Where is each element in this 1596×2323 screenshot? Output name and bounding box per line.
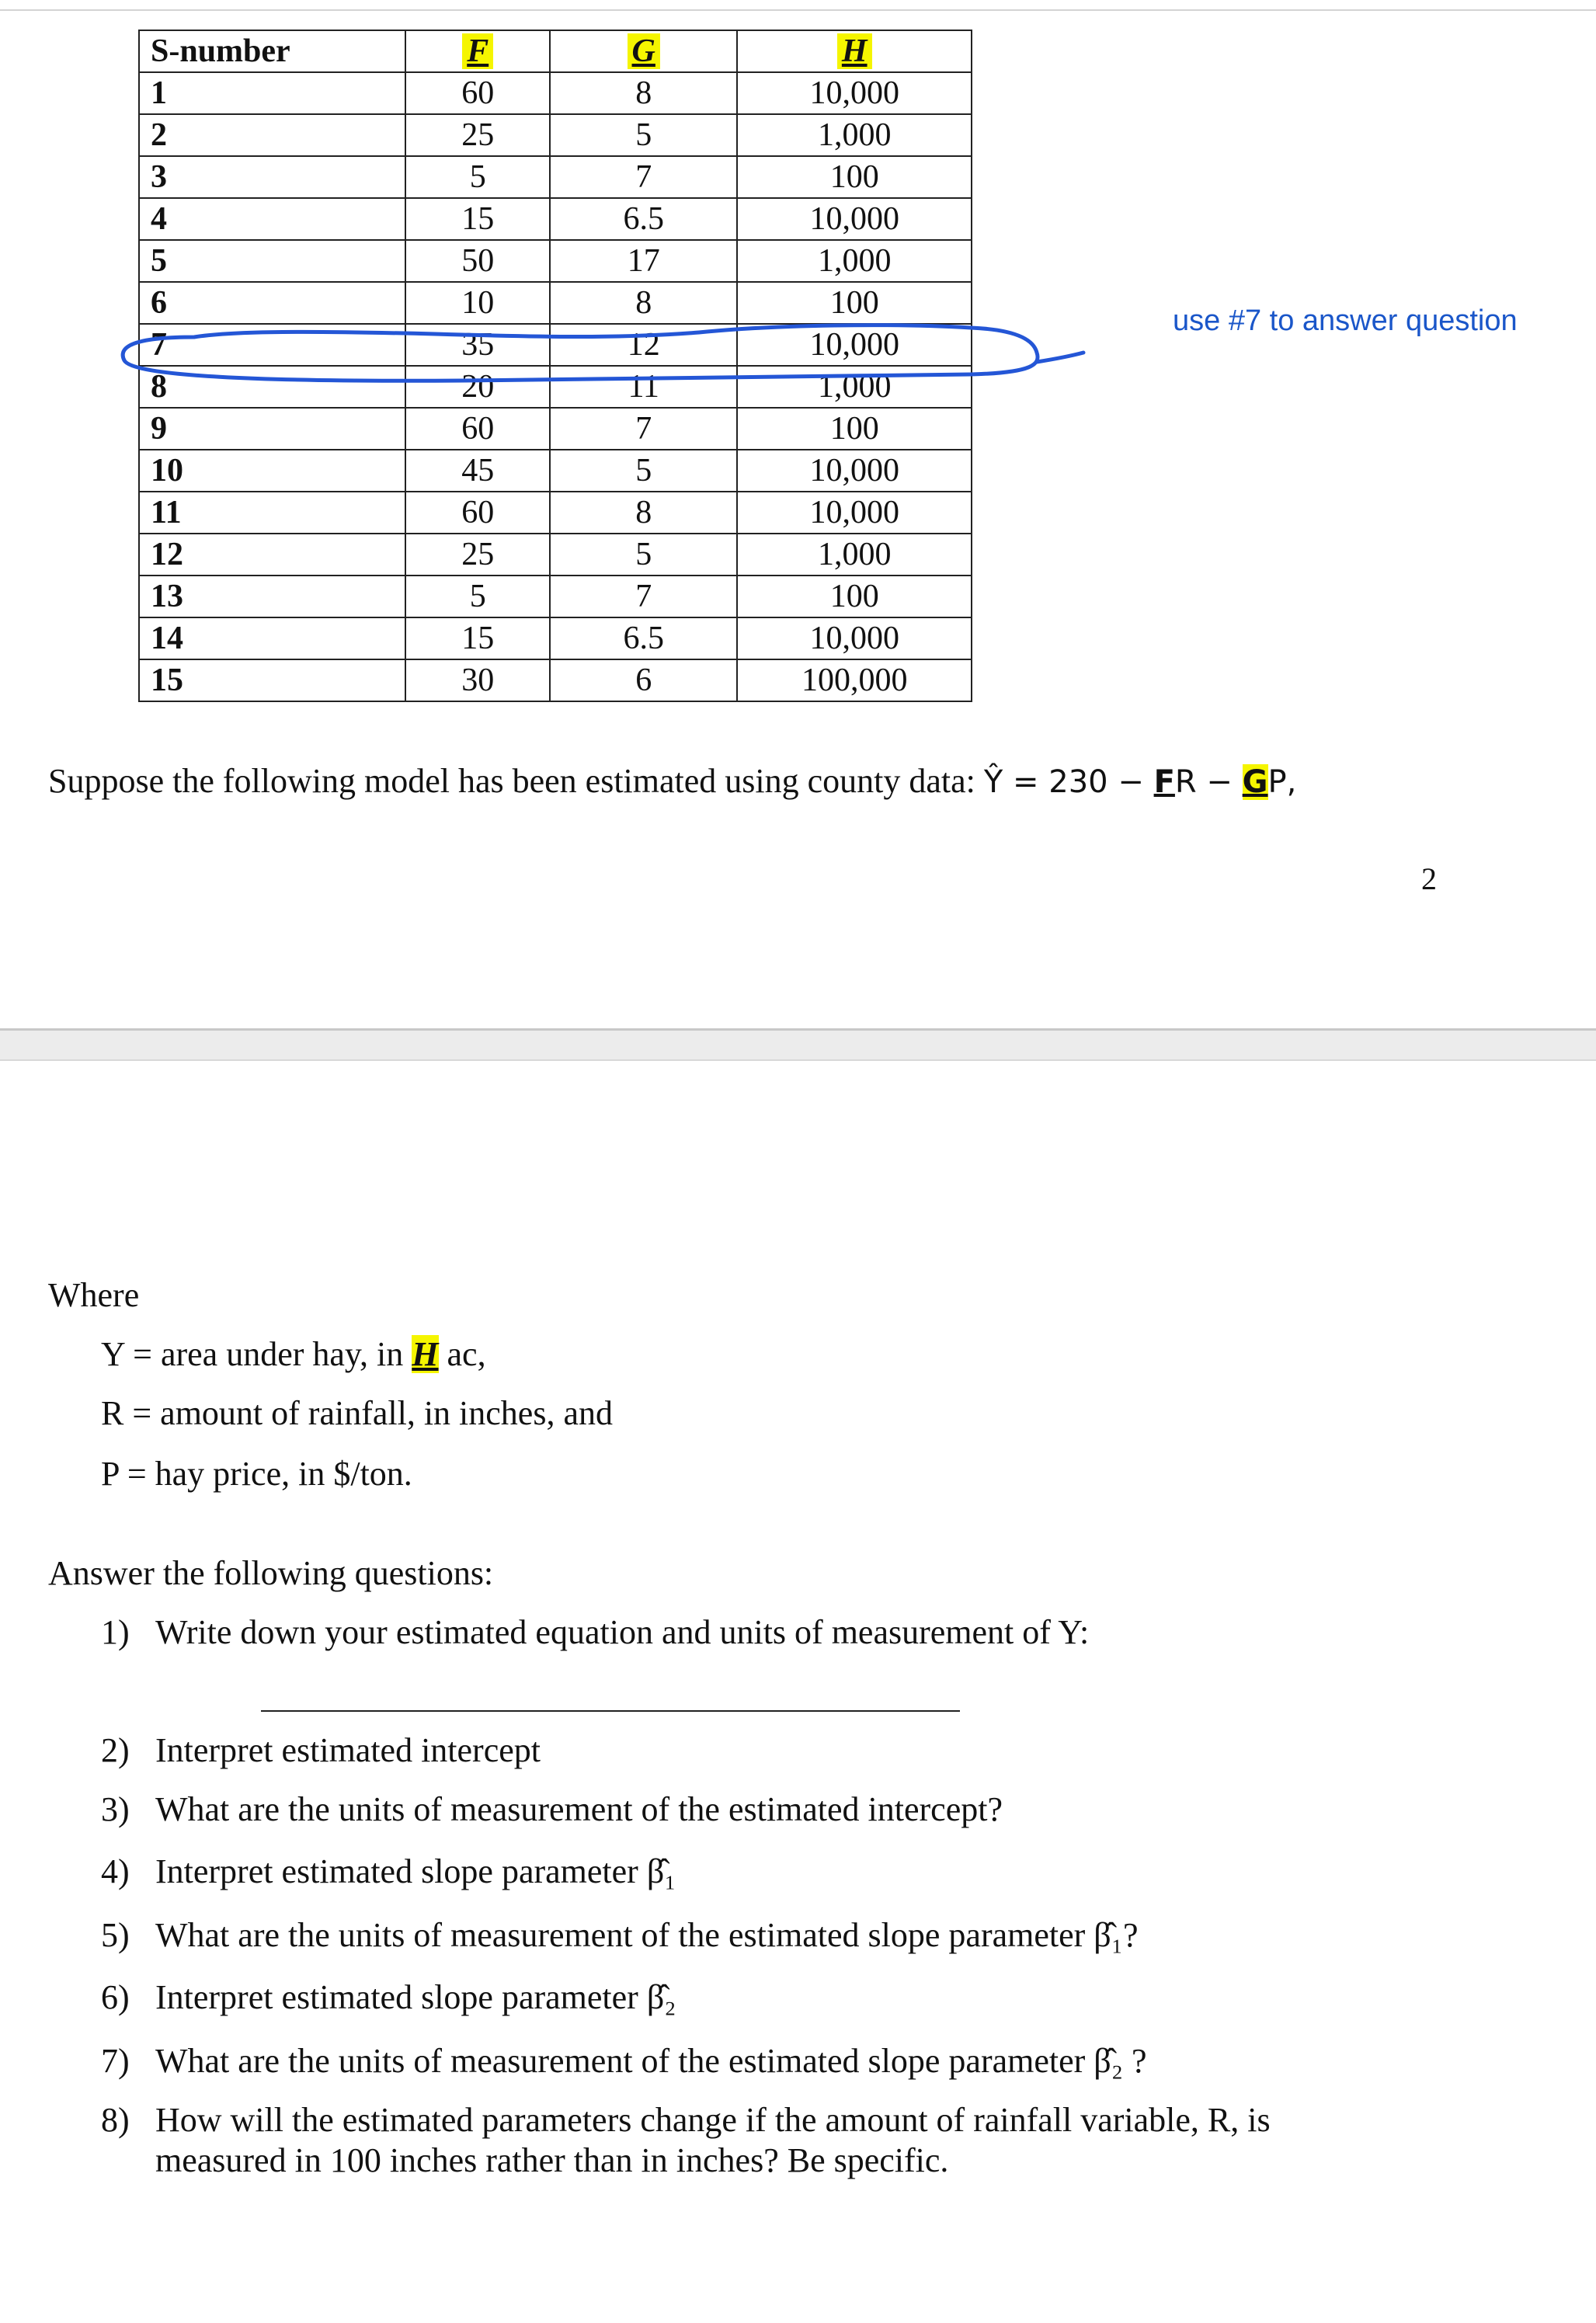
table-cell: 5 bbox=[550, 534, 737, 576]
model-statement bbox=[48, 761, 1296, 801]
header-f: F bbox=[405, 30, 550, 72]
table-cell: 6 bbox=[139, 282, 405, 324]
table-cell: 6 bbox=[550, 659, 737, 701]
table-cell: 7 bbox=[550, 156, 737, 198]
table-cell: 60 bbox=[405, 408, 550, 450]
table-cell: 12 bbox=[550, 324, 737, 366]
table-cell: 10,000 bbox=[737, 324, 972, 366]
table-cell: 17 bbox=[550, 240, 737, 282]
answer-heading: Answer the following questions: bbox=[48, 1554, 494, 1592]
table-cell: 11 bbox=[550, 366, 737, 408]
pen-annotation-circle bbox=[0, 11, 1596, 1028]
question-4: 4) Interpret estimated slope parameter β̂₁ bbox=[101, 1852, 676, 1890]
page-separator bbox=[0, 1028, 1596, 1061]
table-cell: 35 bbox=[405, 324, 550, 366]
question-2: 2) Interpret estimated intercept bbox=[101, 1731, 541, 1769]
question-6: 6) Interpret estimated slope parameter β̂₂ bbox=[101, 1978, 676, 2016]
question-1: 1) Write down your estimated equation and units of measurement of Y: bbox=[101, 1613, 1090, 1651]
page-1 bbox=[0, 11, 1596, 1028]
y-unit-highlight: H bbox=[412, 1335, 439, 1373]
table-cell: 10 bbox=[139, 450, 405, 492]
table-cell: 3 bbox=[139, 156, 405, 198]
question-7: 7) What are the units of measurement of the estimated slope parameter β̂₂ ? bbox=[101, 2042, 1147, 2080]
table-cell: 13 bbox=[139, 576, 405, 617]
table-cell: 15 bbox=[139, 659, 405, 701]
table-cell: 10,000 bbox=[737, 617, 972, 659]
page-number: 2 bbox=[1421, 861, 1437, 896]
table-cell: 9 bbox=[139, 408, 405, 450]
table-cell: 10,000 bbox=[737, 450, 972, 492]
table-cell: 50 bbox=[405, 240, 550, 282]
formula-g: G bbox=[1242, 764, 1268, 800]
table-cell: 15 bbox=[405, 617, 550, 659]
table-cell: 1,000 bbox=[737, 240, 972, 282]
r-definition: R = amount of rainfall, in inches, and bbox=[101, 1394, 613, 1432]
table-cell: 5 bbox=[405, 576, 550, 617]
table-cell: 7 bbox=[550, 576, 737, 617]
header-g: G bbox=[550, 30, 737, 72]
table-cell: 5 bbox=[405, 156, 550, 198]
table-cell: 7 bbox=[550, 408, 737, 450]
table-cell: 60 bbox=[405, 492, 550, 534]
p-definition: P = hay price, in $/ton. bbox=[101, 1455, 412, 1493]
header-h: H bbox=[737, 30, 972, 72]
table-cell: 20 bbox=[405, 366, 550, 408]
table-cell: 45 bbox=[405, 450, 550, 492]
table-cell: 25 bbox=[405, 114, 550, 156]
annotation-note: use #7 to answer question bbox=[1173, 304, 1518, 337]
table-cell: 4 bbox=[139, 198, 405, 240]
table-cell: 1 bbox=[139, 72, 405, 114]
table-cell: 8 bbox=[139, 366, 405, 408]
table-cell: 10,000 bbox=[737, 198, 972, 240]
table-cell: 5 bbox=[550, 114, 737, 156]
table-cell: 100,000 bbox=[737, 659, 972, 701]
table-cell: 12 bbox=[139, 534, 405, 576]
table-cell: 6.5 bbox=[550, 198, 737, 240]
table-cell: 100 bbox=[737, 282, 972, 324]
table-cell: 2 bbox=[139, 114, 405, 156]
formula-f: F bbox=[1153, 764, 1175, 800]
y-definition: Y = area under hay, in H ac, bbox=[101, 1335, 486, 1373]
table-cell: 1,000 bbox=[737, 114, 972, 156]
page-2 bbox=[0, 1061, 1596, 2323]
table-cell: 14 bbox=[139, 617, 405, 659]
table-cell: 30 bbox=[405, 659, 550, 701]
table-cell: 8 bbox=[550, 72, 737, 114]
table-cell: 5 bbox=[550, 450, 737, 492]
table-cell: 25 bbox=[405, 534, 550, 576]
question-5: 5) What are the units of measurement of the estimated slope parameter β̂₁? bbox=[101, 1916, 1139, 1954]
table-cell: 60 bbox=[405, 72, 550, 114]
table-cell: 7 bbox=[139, 324, 405, 366]
table-cell: 15 bbox=[405, 198, 550, 240]
question-8: 8) How will the estimated parameters change if the amount of rainfall variable, R, is bbox=[101, 2101, 1271, 2139]
table-cell: 10,000 bbox=[737, 72, 972, 114]
model-formula: Ŷ = 230 − FR − GP, bbox=[983, 764, 1297, 800]
table-cell: 10,000 bbox=[737, 492, 972, 534]
model-intro: Suppose the following model has been estimated using county data: bbox=[48, 762, 975, 800]
question-3: 3) What are the units of measurement of the estimated intercept? bbox=[101, 1790, 1003, 1828]
table-cell: 1,000 bbox=[737, 366, 972, 408]
table-cell: 100 bbox=[737, 156, 972, 198]
question-8-continued: measured in 100 inches rather than in inches? Be specific. bbox=[155, 2141, 949, 2179]
header-s-number: S-number bbox=[139, 30, 405, 72]
table-cell: 6.5 bbox=[550, 617, 737, 659]
table-cell: 100 bbox=[737, 576, 972, 617]
table-cell: 8 bbox=[550, 282, 737, 324]
table-cell: 8 bbox=[550, 492, 737, 534]
where-heading: Where bbox=[48, 1276, 140, 1314]
answer-blank-line bbox=[261, 1710, 960, 1712]
table-cell: 10 bbox=[405, 282, 550, 324]
table-cell: 11 bbox=[139, 492, 405, 534]
table-cell: 100 bbox=[737, 408, 972, 450]
table-cell: 1,000 bbox=[737, 534, 972, 576]
table-cell: 5 bbox=[139, 240, 405, 282]
